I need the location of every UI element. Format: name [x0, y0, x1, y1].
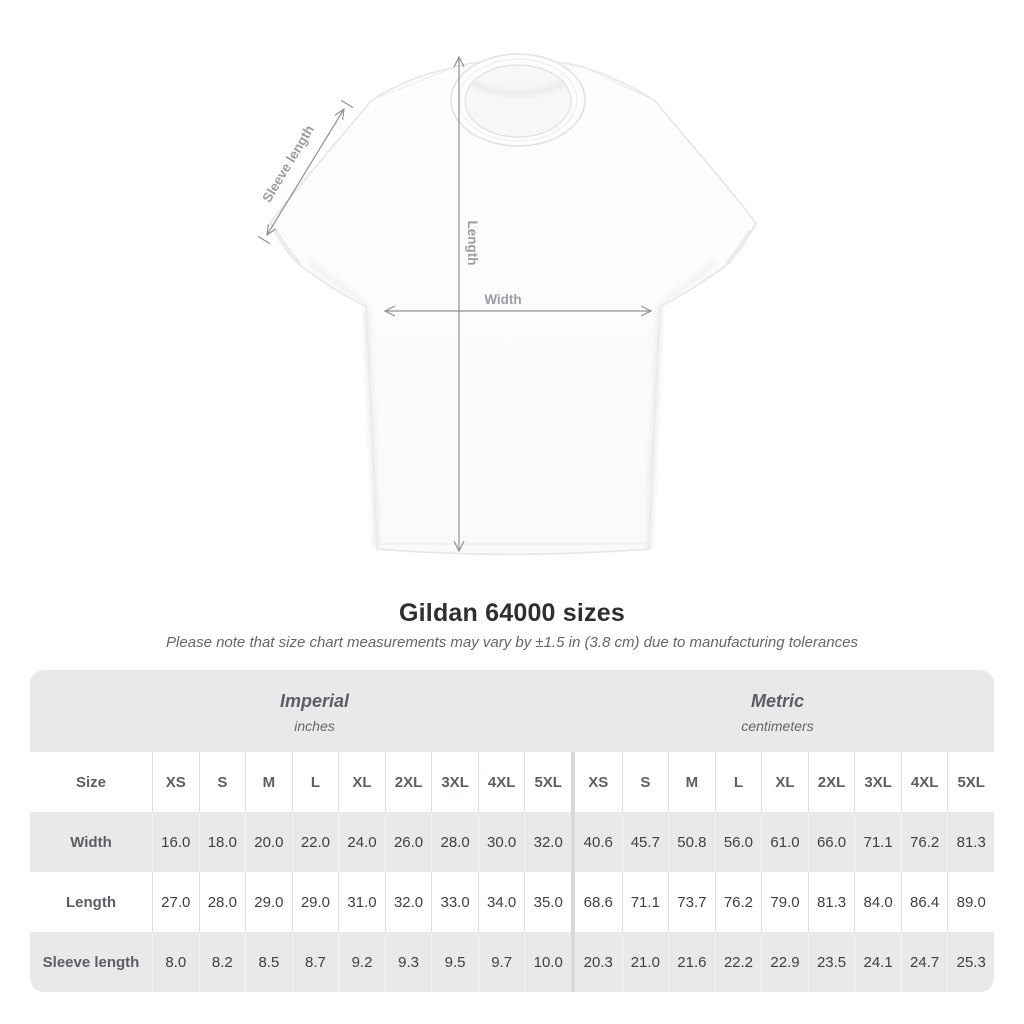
value-cell: 29.0 [292, 872, 339, 932]
width-label: Width [484, 292, 522, 307]
imperial-header [43, 670, 586, 752]
value-cell: 56.0 [715, 812, 762, 872]
size-header: 5XL [947, 752, 994, 812]
value-cell: 8.0 [152, 932, 199, 992]
value-cell: 32.0 [385, 872, 432, 932]
metric-label: Metric [750, 691, 804, 711]
length-label: Length [465, 220, 480, 266]
size-header: L [292, 752, 339, 812]
row-label: Length [30, 872, 152, 932]
value-cell: 25.3 [947, 932, 994, 992]
tolerance-note: Please note that size chart measurements may vary by ±1.5 in (3.8 cm) due to manufacturing tolerances [166, 634, 858, 651]
size-header: 2XL [808, 752, 855, 812]
value-cell: 28.0 [431, 812, 478, 872]
size-header: 2XL [385, 752, 432, 812]
value-cell: 21.6 [668, 932, 715, 992]
imperial-sublabel: inches [294, 718, 335, 734]
row-label: Width [30, 812, 152, 872]
size-header: 3XL [431, 752, 478, 812]
value-cell: 20.3 [575, 932, 622, 992]
row-label: Sleeve length [30, 932, 152, 992]
metric-sublabel: centimeters [741, 718, 814, 734]
unit-header-band [30, 670, 994, 752]
value-cell: 76.2 [901, 812, 948, 872]
size-header: 4XL [901, 752, 948, 812]
value-cell: 81.3 [947, 812, 994, 872]
value-cell: 66.0 [808, 812, 855, 872]
size-header: XS [575, 752, 622, 812]
value-cell: 32.0 [524, 812, 571, 872]
value-cell: 61.0 [761, 812, 808, 872]
value-cell: 23.5 [808, 932, 855, 992]
page-title: Gildan 64000 sizes [399, 599, 625, 627]
imperial-label: Imperial [279, 691, 350, 711]
value-cell: 71.1 [622, 872, 669, 932]
size-header: M [245, 752, 292, 812]
value-cell: 22.0 [292, 812, 339, 872]
value-cell: 86.4 [901, 872, 948, 932]
size-header: XS [152, 752, 199, 812]
value-cell: 20.0 [245, 812, 292, 872]
size-column-header: Size [30, 752, 152, 812]
value-cell: 8.5 [245, 932, 292, 992]
value-cell: 8.2 [199, 932, 246, 992]
value-cell: 35.0 [524, 872, 571, 932]
value-cell: 9.5 [431, 932, 478, 992]
value-cell: 84.0 [854, 872, 901, 932]
size-header: L [715, 752, 762, 812]
value-cell: 22.9 [761, 932, 808, 992]
value-cell: 18.0 [199, 812, 246, 872]
value-cell: 34.0 [478, 872, 525, 932]
value-cell: 89.0 [947, 872, 994, 932]
size-header: XL [761, 752, 808, 812]
size-header: 5XL [524, 752, 571, 812]
value-cell: 9.3 [385, 932, 432, 992]
size-header: S [199, 752, 246, 812]
value-cell: 28.0 [199, 872, 246, 932]
value-cell: 81.3 [808, 872, 855, 932]
size-chart-grid [30, 752, 994, 992]
value-cell: 50.8 [668, 812, 715, 872]
value-cell: 8.7 [292, 932, 339, 992]
value-cell: 29.0 [245, 872, 292, 932]
value-cell: 31.0 [338, 872, 385, 932]
value-cell: 9.7 [478, 932, 525, 992]
size-header: 4XL [478, 752, 525, 812]
value-cell: 73.7 [668, 872, 715, 932]
sleeve-length-label: Sleeve length [259, 122, 317, 205]
value-cell: 27.0 [152, 872, 199, 932]
metric-header [567, 670, 988, 752]
value-cell: 30.0 [478, 812, 525, 872]
value-cell: 21.0 [622, 932, 669, 992]
value-cell: 71.1 [854, 812, 901, 872]
size-chart-table [30, 670, 994, 992]
value-cell: 24.0 [338, 812, 385, 872]
value-cell: 68.6 [575, 872, 622, 932]
size-header: 3XL [854, 752, 901, 812]
value-cell: 16.0 [152, 812, 199, 872]
value-cell: 9.2 [338, 932, 385, 992]
value-cell: 24.7 [901, 932, 948, 992]
value-cell: 33.0 [431, 872, 478, 932]
value-cell: 45.7 [622, 812, 669, 872]
value-cell: 26.0 [385, 812, 432, 872]
value-cell: 22.2 [715, 932, 762, 992]
size-header: M [668, 752, 715, 812]
value-cell: 76.2 [715, 872, 762, 932]
value-cell: 10.0 [524, 932, 571, 992]
size-header: XL [338, 752, 385, 812]
value-cell: 79.0 [761, 872, 808, 932]
value-cell: 24.1 [854, 932, 901, 992]
value-cell: 40.6 [575, 812, 622, 872]
size-header: S [622, 752, 669, 812]
